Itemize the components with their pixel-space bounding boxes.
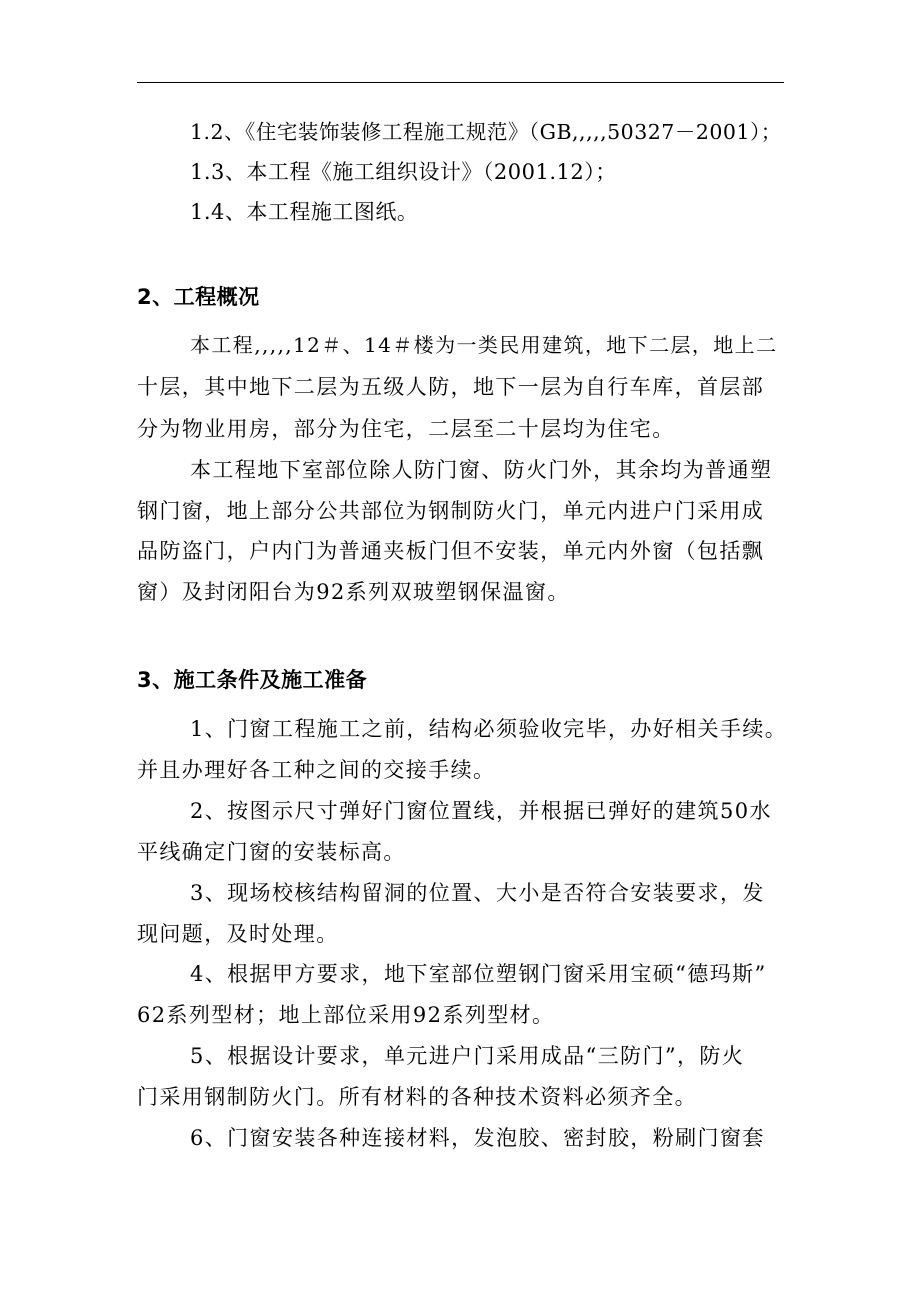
reference-item: 1.4、本工程施工图纸。 (190, 200, 419, 224)
paragraph-line: 6、门窗安装各种连接材料，发泡胶、密封胶，粉刷门窗套 (190, 1126, 765, 1150)
paragraph-line: 窗）及封闭阳台为92系列双玻塑钢保温窗。 (137, 580, 570, 604)
paragraph-line: 1、门窗工程施工之前，结构必须验收完毕，办好相关手续。 (190, 717, 788, 741)
paragraph-line: 本工程地下室部位除人防门窗、防火门外，其余均为普通塑 (190, 458, 773, 482)
paragraph-line: 平线确定门窗的安装标高。 (137, 840, 406, 864)
paragraph-line: 并且办理好各工种之间的交接手续。 (137, 758, 496, 782)
paragraph-line: 现问题，及时处理。 (137, 922, 339, 946)
paragraph-line: 62系列型材；地上部位采用92系列型材。 (137, 1003, 555, 1027)
paragraph-line: 2、按图示尺寸弹好门窗位置线，并根据已弹好的建筑50水 (190, 799, 772, 823)
paragraph-line: 本工程,,,,,12＃、14＃楼为一类民用建筑，地下二层，地上二 (190, 333, 778, 357)
paragraph-line: 门采用钢制防火门。所有材料的各种技术资料必须齐全。 (137, 1085, 697, 1109)
paragraph-line: 4、根据甲方要求，地下室部位塑钢门窗采用宝硕“德玛斯” (190, 962, 767, 986)
section-heading: 3、施工条件及施工准备 (137, 668, 368, 692)
paragraph-line: 5、根据设计要求，单元进户门采用成品“三防门”，防火 (190, 1044, 745, 1068)
reference-item: 1.3、本工程《施工组织设计》（2001.12）； (190, 160, 617, 184)
paragraph-line: 3、现场校核结构留洞的位置、大小是否符合安装要求，发 (190, 881, 765, 905)
paragraph-line: 十层，其中地下二层为五级人防，地下一层为自行车库，首层部 (137, 375, 765, 399)
paragraph-line: 分为物业用房，部分为住宅，二层至二十层均为住宅。 (137, 417, 675, 441)
header-rule (137, 82, 784, 83)
reference-item: 1.2、《住宅装饰装修工程施工规范》（GB,,,,,50327－2001）； (190, 120, 782, 144)
paragraph-line: 钢门窗，地上部分公共部位为钢制防火门，单元内进户门采用成 (137, 499, 765, 523)
paragraph-line: 品防盗门，户内门为普通夹板门但不安装，单元内外窗（包括飘 (137, 539, 765, 563)
section-heading: 2、工程概况 (137, 285, 260, 309)
